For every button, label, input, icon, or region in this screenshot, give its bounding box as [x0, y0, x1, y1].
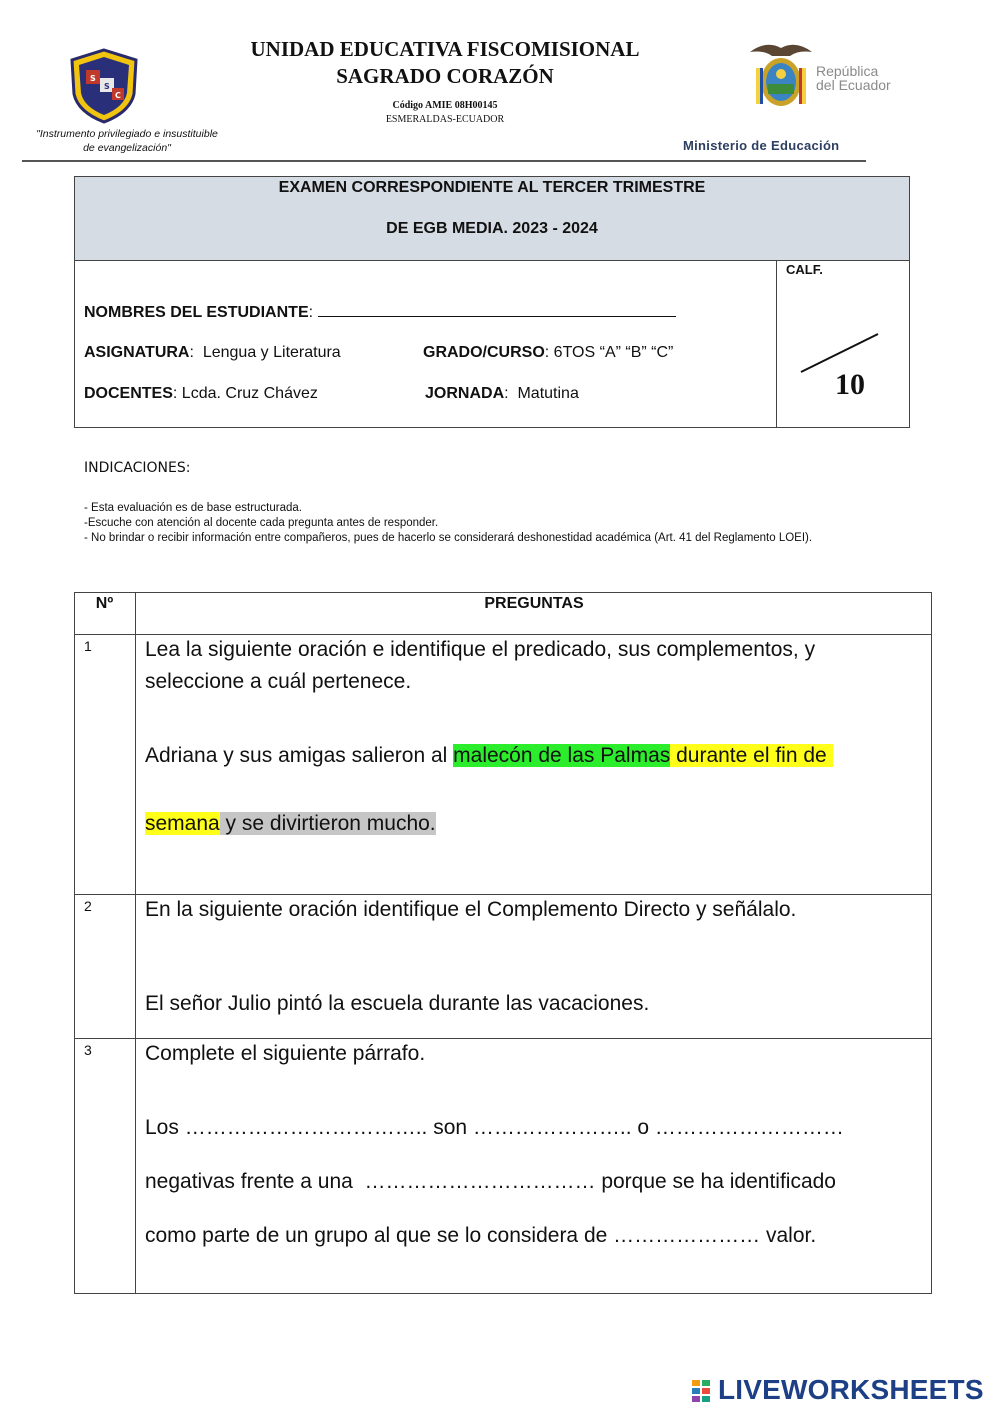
ecuador-coat-of-arms-icon	[746, 38, 816, 114]
teacher-label: DOCENTES	[84, 385, 173, 402]
highlight-green-complement[interactable]: malecón de las Palmas	[453, 744, 671, 767]
sentence-subject-part: Adriana y sus amigas salieron al	[145, 744, 454, 767]
subject-label: ASIGNATURA	[84, 344, 190, 361]
table-column-divider	[135, 592, 136, 1294]
header-divider	[22, 160, 866, 162]
svg-text:C: C	[115, 91, 121, 100]
shift-value: Matutina	[517, 385, 579, 402]
motto-line-2: de evangelización"	[83, 142, 171, 154]
question-1-prompt-line-2: seleccione a cuál pertenece.	[145, 670, 412, 693]
student-name-field[interactable]: NOMBRES DEL ESTUDIANTE:	[84, 302, 676, 322]
student-name-label: NOMBRES DEL ESTUDIANTE	[84, 304, 309, 321]
republica-line-2: del Ecuador	[816, 77, 891, 93]
school-name-line-1: UNIDAD EDUCATIVA FISCOMISIONAL	[250, 37, 640, 61]
question-1-sentence-line-2	[145, 808, 925, 840]
exam-title-band	[75, 177, 909, 261]
indication-item: -Escuche con atención al docente cada pregunta antes de responder.	[84, 517, 439, 529]
question-1-prompt-line-1: Lea la siguiente oración e identifique el predicado, sus complementos, y	[145, 638, 816, 661]
column-header-number: Nº	[95, 595, 114, 612]
highlight-yellow-complement[interactable]: durante el fin de	[670, 744, 833, 767]
highlight-gray-complement[interactable]: y se divirtieron mucho.	[219, 812, 436, 835]
question-3-fill-line-1[interactable]: Los …………………………….. son ………………….. o ………………………	[145, 1116, 844, 1139]
shift-label: JORNADA	[425, 385, 505, 402]
question-number: 2	[84, 898, 92, 914]
exam-title-line-2: DE EGB MEDIA. 2023 - 2024	[386, 220, 598, 237]
question-3-fill-line-3[interactable]: como parte de un grupo al que se lo considera de ………………… valor.	[145, 1224, 817, 1247]
indication-item: - No brindar o recibir información entre compañeros, pues de hacerlo se considerará deshonestidad académica (Art. 41 del Reglamento LOEI).	[84, 532, 813, 544]
grade-course-field: GRADO/CURSO: 6TOS “A” “B” “C”	[423, 344, 674, 361]
subject-field: ASIGNATURA: Lengua y Literatura	[84, 344, 341, 361]
ministerio-label: Ministerio de Educación	[683, 138, 840, 153]
question-1-prompt	[145, 634, 921, 698]
liveworksheets-logo-icon	[690, 1374, 714, 1406]
teacher-field: DOCENTES: Lcda. Cruz Chávez	[84, 385, 318, 402]
highlight-yellow-complement-continued[interactable]: semana	[145, 812, 220, 835]
school-city: ESMERALDAS-ECUADOR	[385, 114, 505, 125]
question-2-sentence[interactable]: El señor Julio pintó la escuela durante las vacaciones.	[145, 992, 650, 1015]
svg-text:S: S	[90, 74, 96, 83]
amie-code: Código AMIE 08H00145	[392, 100, 498, 111]
student-name-blank[interactable]	[318, 302, 676, 317]
question-number: 3	[84, 1042, 92, 1058]
indications-title: INDICACIONES:	[84, 460, 191, 476]
grade-course-label: GRADO/CURSO	[423, 344, 545, 361]
grade-label: CALF.	[786, 262, 823, 277]
republica-del-ecuador-label	[816, 64, 891, 92]
question-number: 1	[84, 638, 92, 654]
question-3-prompt: Complete el siguiente párrafo.	[145, 1042, 426, 1065]
svg-text:S: S	[104, 82, 110, 91]
teacher-value: Lcda. Cruz Chávez	[181, 385, 318, 402]
question-1-sentence-line-1	[145, 740, 925, 772]
grade-total-score: 10	[835, 368, 865, 401]
indication-item: - Esta evaluación es de base estructurada.	[84, 502, 302, 514]
motto-line-1: "Instrumento privilegiado e insustituible	[36, 128, 218, 140]
school-shield-logo	[68, 48, 140, 124]
question-3-fill-line-2[interactable]: negativas frente a una …………………………… porque se ha identificado	[145, 1170, 836, 1193]
school-motto	[22, 127, 232, 155]
school-name-line-2: SAGRADO CORAZÓN	[336, 64, 554, 88]
question-2-prompt: En la siguiente oración identifique el Complemento Directo y señálalo.	[145, 898, 797, 921]
shift-field: JORNADA: Matutina	[425, 385, 579, 402]
column-header-questions: PREGUNTAS	[484, 595, 584, 612]
republica-line-1: República	[816, 63, 879, 79]
grade-course-value: 6TOS “A” “B” “C”	[553, 344, 674, 361]
liveworksheets-brand[interactable]: LIVEWORKSHEETS	[718, 1374, 984, 1405]
exam-title-line-1: EXAMEN CORRESPONDIENTE AL TERCER TRIMESTRE	[278, 179, 706, 196]
grade-column-divider	[776, 260, 777, 428]
subject-value: Lengua y Literatura	[202, 344, 341, 361]
